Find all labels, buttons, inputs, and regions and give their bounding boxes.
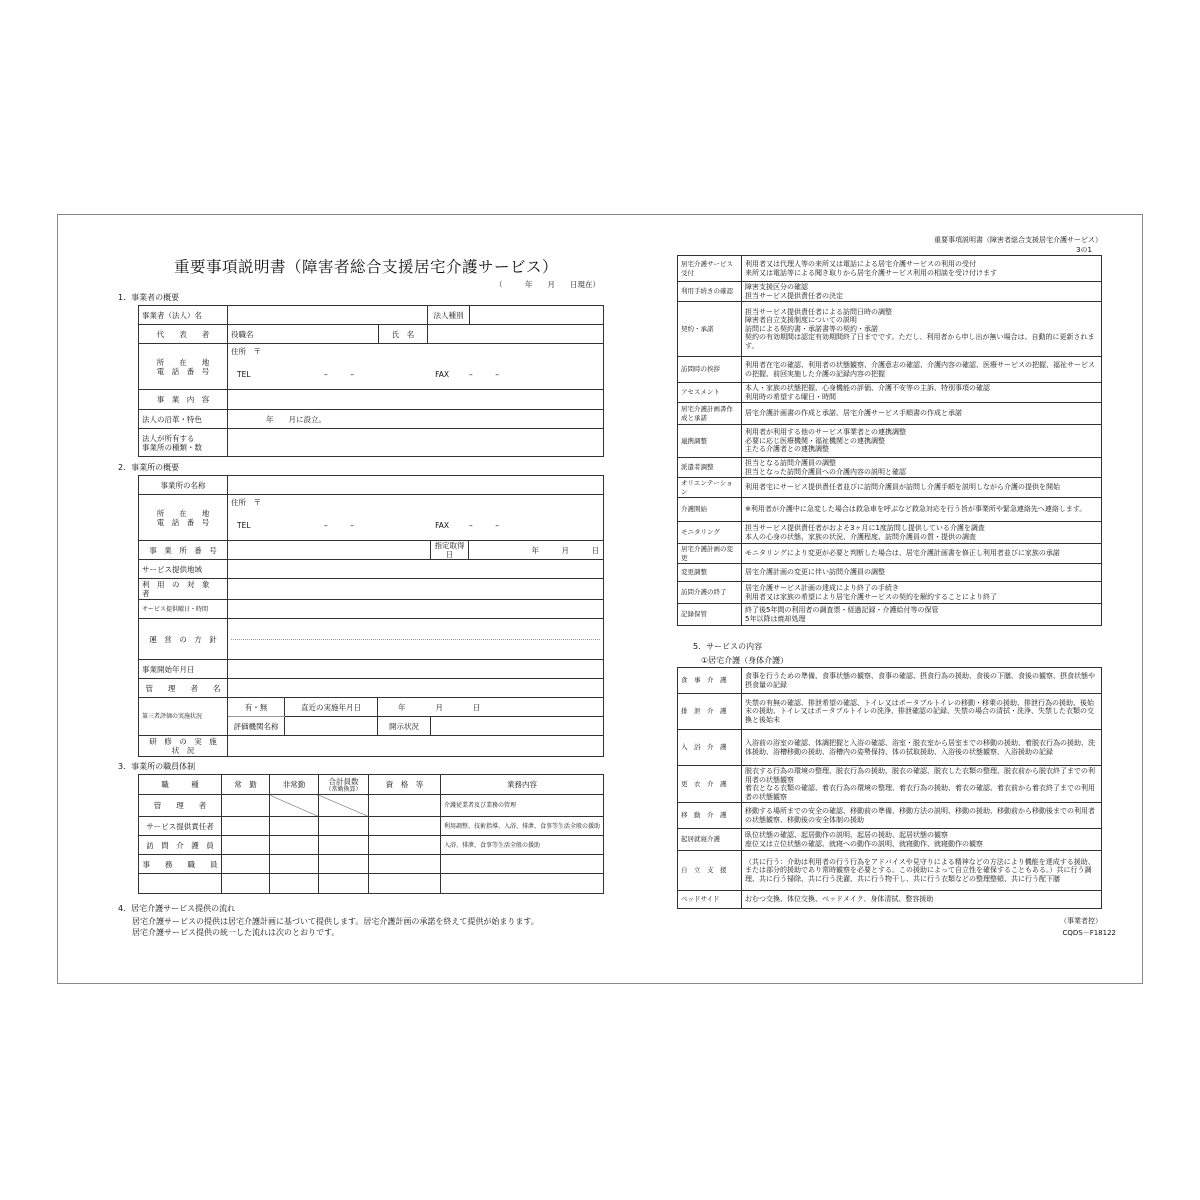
representative-label: 代 表 者 — [139, 325, 228, 344]
flow-step — [678, 256, 1102, 282]
service-item — [678, 668, 1102, 694]
flow-step-label: 契約・承諾 — [678, 302, 742, 357]
col-fulltime: 常 勤 — [222, 775, 270, 795]
flow-step-description: 利用者が利用する他のサービス事業者との連携調整 必要に応じ医療機関・福祉機関との連携調整 主たる介護者との連携調整 — [742, 425, 1102, 458]
section-5-heading: 5．サービスの内容 — [693, 642, 763, 651]
owned-offices-label — [139, 429, 228, 457]
service-item — [678, 730, 1102, 766]
col-duties: 業務内容 — [441, 775, 604, 795]
office-tel-label: TEL — [237, 521, 251, 530]
business-content-field[interactable] — [228, 390, 604, 410]
staff-duty-field[interactable] — [441, 855, 604, 874]
page-number: 3の1 — [1076, 246, 1092, 254]
flow-step-label: モニタリング — [678, 522, 742, 544]
col-parttime: 非常勤 — [270, 775, 319, 795]
recent-date-field[interactable]: 年 月 日 — [378, 698, 604, 717]
office-address-phone-label — [139, 495, 228, 541]
service-item — [678, 803, 1102, 829]
service-flow-table — [677, 255, 1102, 626]
office-tel-dash: – – — [324, 521, 354, 530]
flow-step — [678, 564, 1102, 582]
yes-no-field[interactable]: 有・無 — [228, 698, 285, 717]
office-address-label: 所 在 地 — [156, 508, 210, 518]
designated-date-label: 指定取得日 — [431, 541, 469, 560]
service-content-table — [677, 667, 1102, 909]
service-area-field[interactable] — [228, 560, 604, 579]
service-item — [678, 829, 1102, 851]
service-item-label: 自 立 支 援 — [678, 851, 742, 891]
designated-date-field[interactable]: 年 月 日 — [469, 541, 604, 560]
target-users-label: 利 用 の 対 象 者 — [139, 579, 228, 600]
established-text: 年 月に設立。 — [228, 410, 604, 429]
service-item — [678, 766, 1102, 803]
staff-total-field[interactable] — [319, 795, 369, 817]
col-qualifications: 資 格 等 — [369, 775, 441, 795]
flow-step-label: 利用手続きの確認 — [678, 282, 742, 302]
left-page — [118, 255, 604, 938]
manager-name-field[interactable] — [228, 679, 604, 698]
flow-step-label: 変更調整 — [678, 564, 742, 582]
office-name-label: 事業所の名称 — [139, 476, 228, 495]
person-name-field[interactable] — [428, 325, 604, 344]
service-days-label: サービス提供曜日・時間 — [139, 600, 228, 619]
owned-label-line1: 法人が所有する — [142, 433, 195, 443]
owned-offices-field[interactable] — [228, 429, 604, 457]
service-item-label: 移 動 介 護 — [678, 803, 742, 829]
service-item-description: 失禁の有無の確認、排泄希望の確認、トイレ又はポータブルトイレの移動・移乗の援助、排泄行為の援助、後始末の援助、トイレ又はポータブルトイレの洗浄、排泄確認の記録、失禁の場合の清拭・洗浄、失禁した衣類の交換と後始末 — [742, 694, 1102, 730]
staff-total-field[interactable] — [319, 874, 369, 894]
manager-name-label: 管 理 者 名 — [139, 679, 228, 698]
flow-step-label: 介護開始 — [678, 498, 742, 522]
flow-step-description: ※利用者が介護中に急変した場合は救急車を呼ぶなど救急対応を行う旨が事業所や緊急連絡先へ連絡します。 — [742, 498, 1102, 522]
service-item-description: 脱衣する行為の環境の整理、脱衣行為の援助、脱衣の確認、脱衣した衣類の整理、脱衣前から脱衣終了までの利用者の状態観察 着衣となる衣類の確認、着衣行為の環境の整理、着衣行為の援助、着衣の確認、着衣前から着衣終了までの利用者の状態観察 — [742, 766, 1102, 803]
service-item-description: 入浴前の浴室の確認、体調把握と入浴の確認、浴室・脱衣室から居室までの移動の援助、着脱衣行為の援助、洗体援助、浴槽移動の援助、浴槽内の姿勢保持、体の拭取援助、入浴後の状態観察、入浴援助の記録 — [742, 730, 1102, 766]
flow-step-description: モニタリングにより変更が必要と判断した場合は、居宅介護計画書を修正し利用者並びに家族の承諾 — [742, 544, 1102, 564]
flow-step-description: 障害支援区分の確認 担当サービス提供責任者の決定 — [742, 282, 1102, 302]
section-4-line1: 居宅介護サービスの提供は居宅介護計画に基づいて提供します。居宅介護計画の承諾を終えて提供が始まります。 — [132, 917, 539, 926]
service-item-label: 起居就寝介護 — [678, 829, 742, 851]
flow-step-label: 連携調整 — [678, 425, 742, 458]
training-label: 研 修 の 実 施 状 況 — [139, 736, 228, 757]
document-sheet — [57, 214, 1143, 984]
col-role: 職 種 — [139, 775, 222, 795]
office-overview-table — [138, 475, 604, 757]
flow-step-label: アセスメント — [678, 383, 742, 403]
flow-step-description: 居宅介護サービス計画の達成により終了の手続き 利用者又は家族の希望により居宅介護サービスの契約を解約することにより終了 — [742, 582, 1102, 604]
evaluator-field[interactable] — [285, 717, 378, 736]
office-fax-dash: – – — [469, 521, 499, 530]
office-tel-fax-line — [231, 521, 600, 530]
owned-label-line2: 事業所の種類・数 — [142, 442, 202, 452]
staff-role-coordinator: サービス提供責任者 — [139, 817, 222, 836]
section-4-heading: 4．居宅介護サービス提供の流れ — [118, 904, 236, 913]
flow-step — [678, 302, 1102, 357]
business-content-label: 事 業 内 容 — [139, 390, 228, 410]
flow-step-description: 利用者又は代理人等の来所又は電話による居宅介護サービスの利用の受付 来所又は電話等による聞き取りから居宅介護サービス利用の相談を受け付けます — [742, 256, 1102, 282]
office-number-label: 事 業 所 番 号 — [139, 541, 228, 560]
as-of-date: （ 年 月 日現在） — [495, 280, 600, 289]
service-item-description: おむつ交換、体位交換、ベッドメイク、身体清拭、整容援助 — [742, 891, 1102, 909]
staff-total-field[interactable] — [319, 855, 369, 874]
staff-role-clerk: 事 務 職 員 — [139, 855, 222, 874]
section-5-subheading: ①居宅介護（身体介護） — [701, 656, 789, 665]
document-title: 重要事項説明書（障害者総合支援居宅介護サービス） — [173, 258, 558, 276]
col-total-line2: （常勤換算） — [325, 785, 362, 793]
staff-duty-field[interactable] — [441, 874, 604, 894]
title-field[interactable] — [276, 325, 379, 344]
owner-name-field[interactable] — [228, 306, 428, 325]
flow-step-description: 担当サービス提供責任者による訪問日時の調整 障害者自立支援制度についての説明 訪問による契約書・承諾書等の契約・承諾 契約の有効期間は認定有効期間終了日までです。ただし、利用者から申し出が無い場合は、自動的に更新されます。 — [742, 302, 1102, 357]
start-date-field[interactable] — [228, 660, 604, 679]
fax-label: FAX — [435, 370, 449, 379]
recent-date-label: 直近の実施年月日 — [285, 698, 378, 717]
staff-fulltime-field[interactable] — [222, 817, 270, 836]
target-users-field[interactable] — [228, 579, 604, 600]
service-item-label: 更 衣 介 護 — [678, 766, 742, 803]
section-4-line2: 居宅介護サービス提供の統一した流れは次のとおりです。 — [132, 928, 340, 937]
flow-step — [678, 478, 1102, 498]
tel-dash: – – — [324, 370, 354, 379]
office-address-phone-field[interactable] — [228, 495, 604, 541]
corp-type-label: 法人種別 — [428, 306, 470, 325]
policy-dotted-line — [231, 639, 600, 640]
person-name-label: 氏 名 — [379, 325, 428, 344]
policy-field[interactable] — [228, 619, 604, 660]
staff-parttime-field[interactable] — [270, 795, 319, 817]
flow-step-description: 居宅介護計画の変更に伴い訪問介護員の調整 — [742, 564, 1102, 582]
staff-role-extra[interactable] — [139, 874, 222, 894]
section-3-heading: 3．事業所の職員体制 — [118, 762, 196, 771]
tel-label: TEL — [237, 370, 251, 379]
flow-step-label: 居宅介護計画の変更 — [678, 544, 742, 564]
staff-fulltime-field[interactable] — [222, 795, 270, 817]
service-item-description: （共に行う：介助は利用者の行う行為をアドバイスや見守りによる精神などの方法により機能を達成する援助、または部分的援助であり常時観察を必要とする。この援助によって自立性を確保することもある。）共に行う調理、共に行う掃除、共に行う洗濯、共に行う物干し、共に行う衣類などの整理整頓、共に行う配下膳 — [742, 851, 1102, 891]
flow-step — [678, 383, 1102, 403]
flow-step-description: 担当となる訪問介護員の調整 担当となった訪問介護員への介護内容の説明と確認 — [742, 458, 1102, 478]
policy-label: 運 営 の 方 針 — [139, 619, 228, 660]
flow-step-label: オリエンテーション — [678, 478, 742, 498]
address-label: 所 在 地 — [156, 357, 210, 367]
flow-step — [678, 498, 1102, 522]
disclosure-label: 開示状況 — [378, 717, 431, 736]
service-item — [678, 891, 1102, 909]
staff-duty-manager: 介護従業者及び業務の管理 — [441, 795, 604, 817]
staff-parttime-field[interactable] — [270, 836, 319, 855]
right-page-header: 重要事項説明書（障害者総合支援居宅介護サービス） — [934, 236, 1102, 244]
staff-total-field[interactable] — [319, 836, 369, 855]
section-2-heading: 2．事業所の概要 — [118, 463, 180, 472]
flow-step — [678, 282, 1102, 302]
staff-fulltime-field[interactable] — [222, 855, 270, 874]
form-code: CQDS－F18122 — [1062, 929, 1116, 937]
start-date-label: 事業開始年月日 — [139, 660, 228, 679]
flow-step — [678, 522, 1102, 544]
phone-label: 電 話 番 号 — [156, 366, 210, 376]
service-item-description: 臥位状態の確認、起居動作の説明、起居の援助、起居状態の観察 座位又は立位状態の確認、就寝への動作の説明、就寝動作、就寝動作の観察 — [742, 829, 1102, 851]
office-number-field[interactable] — [228, 541, 431, 560]
office-phone-label: 電 話 番 号 — [156, 517, 210, 527]
flow-step-description: 利用者宅にサービス提供責任者並びに訪問介護員が訪問し介護手順を説明しながら介護の提供を開始 — [742, 478, 1102, 498]
staff-qual-field[interactable] — [369, 817, 441, 836]
flow-step-label: 記録保管 — [678, 604, 742, 626]
flow-step — [678, 458, 1102, 478]
flow-step — [678, 604, 1102, 626]
flow-step-label: 派遣者調整 — [678, 458, 742, 478]
office-fax-label: FAX — [435, 521, 449, 530]
flow-step — [678, 544, 1102, 564]
staff-role-manager: 管 理 者 — [139, 795, 222, 817]
service-days-field[interactable] — [228, 600, 604, 619]
right-page — [677, 235, 1116, 939]
owner-name-label: 事業者（法人）名 — [139, 306, 228, 325]
history-label: 法人の沿革・特色 — [139, 410, 228, 429]
footer-note: （事業者控） — [1060, 917, 1102, 925]
service-item-label: 入 浴 介 護 — [678, 730, 742, 766]
col-total — [319, 775, 369, 795]
staff-parttime-field[interactable] — [270, 874, 319, 894]
fax-dash: – – — [469, 370, 499, 379]
staff-parttime-field[interactable] — [270, 817, 319, 836]
flow-step-description: 利用者在宅の確認、利用者の状態観察、介護意志の確認、介護内容の確認、医療サービスの把握、福祉サービスの把握、前回実施した介護の記録内容の把握 — [742, 357, 1102, 383]
flow-step-label: 居宅介護サービス受付 — [678, 256, 742, 282]
business-owner-table — [138, 305, 604, 457]
flow-step-description: 終了後5年間の利用者の調査票・経過記録・介護給付等の保管 5年以降は焼却処理 — [742, 604, 1102, 626]
flow-step-label: 訪問時の挨拶 — [678, 357, 742, 383]
disclosure-field[interactable] — [431, 717, 604, 736]
staff-qual-field[interactable] — [369, 855, 441, 874]
staff-duty-helper: 入浴、排泄、食事等生活全般の援助 — [441, 836, 604, 855]
title-label: 役職名 — [228, 325, 276, 344]
staff-qual-field[interactable] — [369, 836, 441, 855]
staff-duty-coordinator: 利用調整、技術指導、入浴、排泄、食事等生活全般の援助 — [441, 817, 604, 836]
flow-step-description: 居宅介護計画書の作成と承諾、居宅介護サービス手順書の作成と承諾 — [742, 403, 1102, 425]
service-item — [678, 694, 1102, 730]
flow-step — [678, 403, 1102, 425]
staff-total-field[interactable] — [319, 817, 369, 836]
flow-step — [678, 357, 1102, 383]
flow-step-label: 居宅介護計画書作成と承諾 — [678, 403, 742, 425]
service-item-label: ベッドサイド — [678, 891, 742, 909]
service-item-label: 排 泄 介 護 — [678, 694, 742, 730]
corp-type-field[interactable] — [470, 306, 604, 325]
flow-step-description: 担当サービス提供責任者がおよそ3ヶ月に1度訪問し提供している介護を調査 本人の心身の状態、家族の状況、介護程度、訪問介護員の質・提供の調査 — [742, 522, 1102, 544]
service-item-description: 移動する場所までの安全の確認、移動前の準備、移動方法の説明、移動の援助、移動前から移動後までの利用者の状態観察、移動後の安全体制の援助 — [742, 803, 1102, 829]
section-1-heading: 1．事業者の概要 — [118, 293, 180, 302]
col-total-line1: 合計員数 — [328, 776, 359, 786]
staff-parttime-field[interactable] — [270, 855, 319, 874]
service-item — [678, 851, 1102, 891]
training-field[interactable] — [228, 736, 604, 757]
staff-role-helper: 訪 問 介 護 員 — [139, 836, 222, 855]
staff-qual-field[interactable] — [369, 874, 441, 894]
address-phone-field[interactable] — [228, 344, 604, 390]
staff-qual-field[interactable] — [369, 795, 441, 817]
flow-step — [678, 582, 1102, 604]
staff-fulltime-field[interactable] — [222, 836, 270, 855]
office-name-field[interactable] — [228, 476, 604, 495]
service-area-label: サービス提供地域 — [139, 560, 228, 579]
address-phone-label — [139, 344, 228, 390]
third-party-eval-label: 第三者評価の実施状況 — [139, 698, 228, 736]
service-item-label: 食 事 介 護 — [678, 668, 742, 694]
office-postal-mark: 住所 〒 — [231, 498, 261, 507]
tel-fax-line — [231, 370, 600, 379]
flow-step-label: 訪問介護の終了 — [678, 582, 742, 604]
flow-step — [678, 425, 1102, 458]
section-4 — [118, 902, 604, 938]
flow-step-description: 本人・家族の状態把握、心身機能の評価、介護不安等の主訴、特別事項の確認 利用時の希望する曜日・時間 — [742, 383, 1102, 403]
postal-mark: 住所 〒 — [231, 347, 261, 356]
service-item-description: 食事を行うための準備、食事状態の観察、食事の確認、摂食行為の援助、食後の下膳、食後の観察、摂食状態や摂食量の記録 — [742, 668, 1102, 694]
evaluator-label: 評価機関名称 — [228, 717, 285, 736]
staff-fulltime-field[interactable] — [222, 874, 270, 894]
staffing-table — [138, 774, 604, 894]
